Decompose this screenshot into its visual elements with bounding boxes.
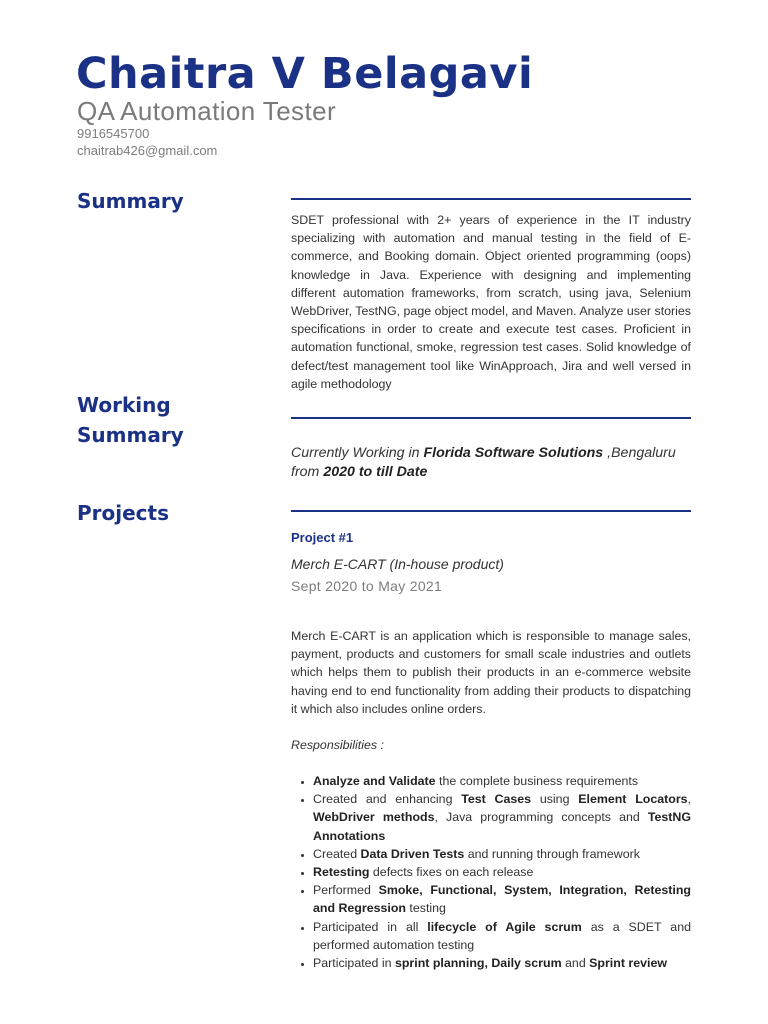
responsibility-emphasis: Sprint review [589,956,667,971]
responsibility-text: as a SDET and performed automation testing [313,919,691,952]
responsibility-emphasis: Element Locators [578,792,688,807]
responsibility-text: defects fixes on each release [369,865,534,880]
working-summary-heading [77,390,184,450]
project-name: Merch E-CART (In-house product) [291,556,504,572]
responsibility-text: and running through framework [464,846,640,861]
responsibilities-label: Responsibilities : [291,738,384,752]
responsibility-item [313,863,691,881]
working-summary-heading-line1: Working [77,393,171,417]
responsibility-text: Created and enhancing [313,792,462,807]
job-title: QA Automation Tester [77,96,336,126]
responsibility-text: Participated in [313,956,395,971]
responsibility-emphasis: sprint planning, Daily scrum [394,956,562,971]
responsibility-text: Created [313,846,361,861]
project-label: Project #1 [291,530,354,545]
responsibility-item [313,918,691,954]
responsibility-text: testing [405,901,446,916]
summary-heading: Summary [77,189,184,213]
responsibility-text: Participated in all [313,919,428,934]
projects-heading: Projects [77,501,170,525]
responsibility-text: , Java programming concepts and [434,810,648,825]
responsibility-emphasis: TestNG Annotations [313,810,691,843]
responsibility-emphasis: Analyze and Validate [313,774,436,788]
project-description: Merch E-CART is an application which is responsible to manage sales, payment, products and customers for small scale industries and outlets which helps them to publish their products in an e-commerce website having end to end functionality from adding their products to dispatching it which also includes online orders. [291,629,691,716]
responsibility-item [313,790,691,845]
working-period: 2020 to till Date [323,463,428,480]
responsibility-emphasis: Data Driven Tests [360,846,465,861]
company-location: ,Bengaluru [603,445,676,461]
responsibility-item [313,772,691,790]
responsibility-item [313,845,691,863]
summary-divider [291,198,691,200]
responsibility-text: , [687,792,691,807]
responsibility-emphasis: Test Cases [461,792,532,807]
responsibility-item [313,881,691,917]
working-summary-divider [291,417,691,419]
responsibility-emphasis: Retesting [313,865,370,880]
responsibility-text: the complete business requirements [435,774,639,788]
candidate-name: Chaitra V Belagavi [76,49,534,99]
responsibility-emphasis: WebDriver methods [313,810,435,825]
responsibility-text: using [531,792,579,807]
working-from-label: from [291,463,324,480]
working-summary-heading-line2: Summary [77,423,184,447]
project-dates: Sept 2020 to May 2021 [291,578,443,594]
phone-number: 9916545700 [77,126,150,141]
responsibility-text: Performed [313,883,379,898]
responsibility-text: and [561,956,590,971]
working-prefix: Currently Working in [291,445,424,461]
responsibility-emphasis: Smoke, Functional, System, Integration, Retesting and Regression [313,883,691,916]
summary-text: SDET professional with 2+ years of experience in the IT industry specializing with automation and manual testing in the field of E-commerce, and Booking domain. Object oriented programming (oops) knowledge in Java. Experience with designing and implementing different automation frameworks, from scratch, using java, Selenium WebDriver, TestNG, page object model, and Maven. Analyze user stories specifications in order to create and execute test cases. Proficient in automation functional, smoke, regression test cases. Solid knowledge of defect/test management tool like WinApproach, Jira and well versed in agile methodology [291,213,691,391]
responsibilities-list [291,772,691,972]
responsibility-emphasis: lifecycle of Agile scrum [427,919,582,934]
responsibility-item [313,954,691,972]
email-address: chaitrab426@gmail.com [77,143,218,158]
company-name: Florida Software Solutions [423,445,604,461]
projects-divider [291,510,691,512]
working-summary-text [291,444,701,481]
